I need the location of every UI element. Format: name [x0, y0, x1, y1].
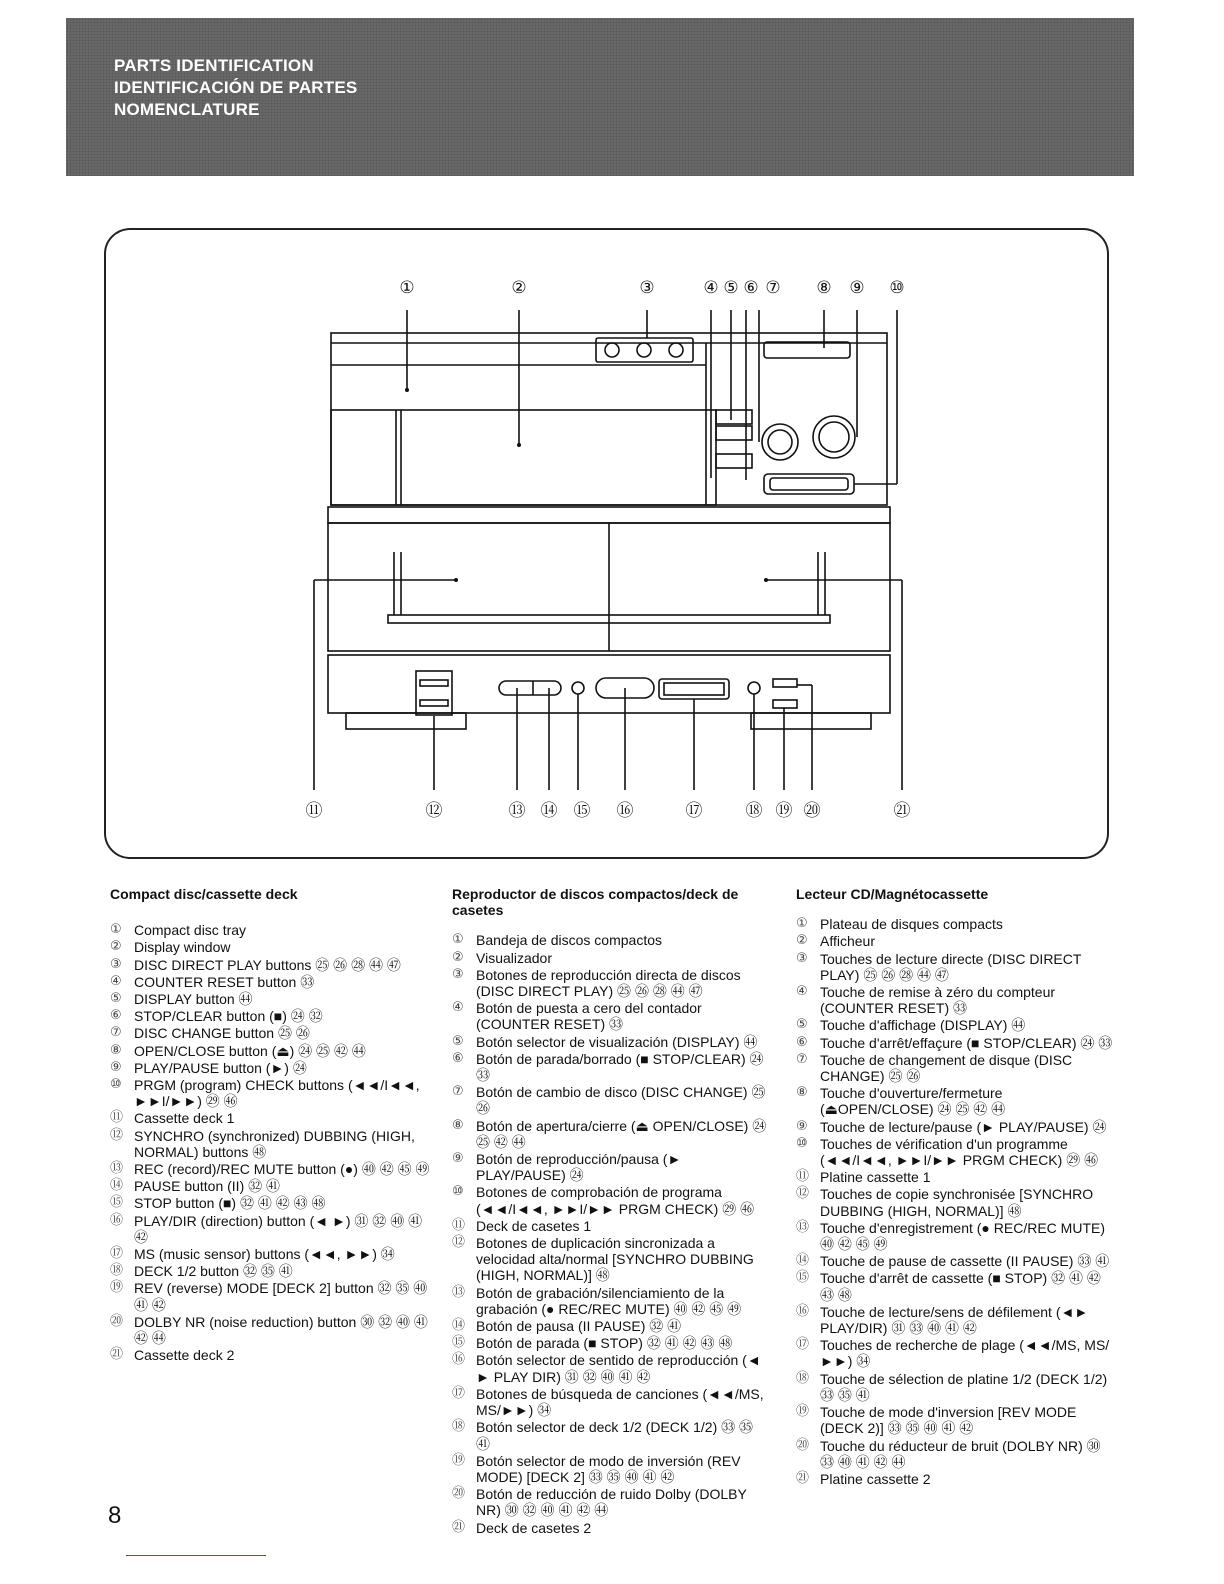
item-text: DOLBY NR (noise reduction) button ㉚ ㉜ ㊵ ㊶ ㊷ ㊹	[134, 1313, 428, 1347]
list-item	[452, 1486, 770, 1518]
list-item	[796, 1169, 1114, 1185]
item-number: ⑪	[796, 1169, 810, 1185]
callout-5: ⑤	[723, 278, 739, 298]
item-number: ③	[796, 950, 808, 966]
header-banner	[66, 18, 1134, 176]
list-item	[796, 1270, 1114, 1302]
item-text: STOP button (■) ㉜ ㊶ ㊷ ㊸ ㊽	[134, 1195, 326, 1212]
list-item	[452, 1218, 770, 1234]
footer-rule	[126, 1555, 266, 1556]
item-text: Touches de vérification d'un programme (◄◄/I◄◄, ►►I/►► PRGM CHECK) ㉙ ㊻	[820, 1135, 1099, 1169]
item-text: Touches de recherche de plage (◄◄/MS, MS/►►) ㉞	[820, 1337, 1110, 1370]
item-text: Botón de apertura/cierre (⏏ OPEN/CLOSE) ㉔ ㉕ ㊷ ㊹	[476, 1117, 767, 1150]
item-number: ⑯	[796, 1303, 810, 1319]
list-item	[452, 1000, 770, 1032]
list-item	[110, 1025, 432, 1041]
item-number: ⑲	[452, 1452, 466, 1468]
item-number: ㉑	[796, 1470, 810, 1486]
callout-7: ⑦	[765, 278, 781, 298]
item-number: ⑮	[452, 1335, 466, 1351]
item-number: ⑳	[452, 1486, 466, 1502]
rev-mode-button	[773, 679, 797, 687]
item-number: ⑧	[796, 1085, 808, 1101]
callout-2: ②	[511, 278, 527, 298]
list-item	[452, 967, 770, 999]
item-text: Touche de sélection de platine 1/2 (DECK 1/2) ㉝ ㉟ ㊶	[820, 1370, 1108, 1403]
open-close-buttons	[764, 342, 850, 358]
list-item	[796, 1337, 1114, 1369]
item-text: PLAY/DIR (direction) button (◄ ►) ㉛ ㉜ ㊵ ㊶ ㊷	[134, 1212, 423, 1245]
item-text: Touche de mode d'inversion [REV MODE (DECK 2)] ㉝ ㉟ ㊵ ㊶ ㊷	[820, 1404, 1077, 1437]
item-text: Platine cassette 1	[820, 1169, 931, 1186]
callout-16: ⑯	[616, 801, 634, 821]
item-text: Touche d'enregistrement (● REC/REC MUTE) ㊵ ㊷ ㊺ ㊾	[820, 1219, 1105, 1253]
item-text: Botón de cambio de disco (DISC CHANGE) ㉕ ㉖	[476, 1084, 766, 1117]
item-text: Botones de comprobación de programa (◄◄/I◄◄, ►►I/►► PRGM CHECK) ㉙ ㊻	[476, 1184, 755, 1217]
item-number: ⑱	[110, 1263, 124, 1279]
list-item	[110, 1195, 432, 1211]
item-text: SYNCHRO (synchronized) DUBBING (HIGH, NORMAL) buttons ㊽	[134, 1127, 415, 1160]
english-section-title: Compact disc/cassette deck	[110, 886, 298, 902]
list-item	[796, 1035, 1114, 1051]
callout-18: ⑱	[745, 801, 763, 821]
list-item	[452, 1051, 770, 1083]
list-item	[452, 1034, 770, 1050]
list-item	[796, 1438, 1114, 1470]
list-item	[796, 1017, 1114, 1033]
item-text: Display window	[134, 939, 231, 956]
item-number: ⑲	[796, 1404, 810, 1420]
item-number: ㉑	[110, 1347, 124, 1363]
list-item	[110, 1008, 432, 1024]
item-text: Cassette deck 2	[134, 1347, 235, 1364]
item-number: ⑰	[452, 1385, 466, 1401]
list-item	[110, 922, 432, 938]
list-item	[110, 939, 432, 955]
french-section-title: Lecteur CD/Magnétocassette	[796, 886, 989, 902]
item-text: REV (reverse) MODE [DECK 2] button ㉜ ㉟ ㊵ ㊶ ㊷	[134, 1280, 428, 1313]
list-item	[796, 1304, 1114, 1336]
list-item	[452, 1335, 770, 1351]
stop-button	[572, 682, 584, 694]
item-text: Botón de reducción de ruido Dolby (DOLBY NR) ㉚ ㉜ ㊵ ㊶ ㊷ ㊹	[476, 1486, 747, 1519]
item-number: ⑦	[452, 1084, 464, 1100]
list-item	[110, 1128, 432, 1160]
rec-pause-buttons	[499, 681, 561, 695]
item-number: ⑭	[796, 1253, 810, 1269]
spanish-column	[452, 886, 770, 1537]
item-text: Deck de casetes 1	[476, 1217, 592, 1234]
list-item	[796, 1404, 1114, 1436]
item-number: ⑭	[110, 1178, 124, 1194]
item-text: Botón de grabación/silenciamiento de la grabación (● REC/REC MUTE) ㊵ ㊷ ㊺ ㊾	[476, 1284, 742, 1317]
list-item	[796, 1186, 1114, 1218]
item-number: ⑱	[796, 1370, 810, 1386]
item-number: ⑯	[110, 1212, 124, 1228]
device-illustration-frame	[104, 228, 1109, 859]
spanish-section-title: Reproductor de discos compactos/deck de casetes	[452, 886, 739, 919]
callout-14: ⑭	[540, 801, 558, 821]
dolby-nr-button	[773, 700, 797, 708]
item-text: Plateau de disques compacts	[820, 916, 1003, 933]
item-number: ②	[796, 933, 808, 949]
item-number: ④	[796, 984, 808, 1000]
item-number: ①	[796, 916, 808, 932]
item-text: Platine cassette 2	[820, 1470, 931, 1487]
item-number: ⑳	[110, 1313, 124, 1329]
device-illustration	[106, 230, 1107, 857]
english-parts-list	[110, 922, 432, 1363]
heading-english: PARTS IDENTIFICATION	[114, 56, 314, 75]
list-item	[452, 1318, 770, 1334]
callout-11: ⑪	[305, 801, 323, 821]
item-text: Touche d'affichage (DISPLAY) ㊹	[820, 1017, 1026, 1034]
callout-10: ⑩	[889, 278, 905, 298]
list-item	[796, 1371, 1114, 1403]
item-number: ⑩	[796, 1135, 808, 1151]
item-text: DECK 1/2 button ㉜ ㉟ ㊶	[134, 1263, 293, 1280]
item-text: Botón de parada/borrado (■ STOP/CLEAR) ㉔ ㉝	[476, 1050, 764, 1084]
item-number: ⑱	[452, 1419, 466, 1435]
list-item	[110, 1280, 432, 1312]
callout-3: ③	[639, 278, 655, 298]
item-text: Botón selector de modo de inversión (REV MODE) [DECK 2] ㉝ ㉟ ㊵ ㊶ ㊷	[476, 1452, 741, 1485]
item-text: Botón de pausa (II PAUSE) ㉜ ㊶	[476, 1318, 682, 1335]
item-number: ⑲	[110, 1280, 124, 1296]
list-item	[452, 1419, 770, 1451]
list-item	[452, 1151, 770, 1183]
list-item	[796, 1136, 1114, 1168]
item-number: ⑨	[110, 1059, 122, 1075]
item-number: ⑧	[452, 1117, 464, 1133]
item-text: Compact disc tray	[134, 922, 247, 939]
lower-control-panel	[328, 655, 890, 713]
list-item	[796, 984, 1114, 1016]
disc-direct-play-button-3	[669, 343, 683, 357]
list-item	[110, 1077, 432, 1109]
list-item	[796, 1119, 1114, 1135]
item-text: DISC CHANGE button ㉕ ㉖	[134, 1025, 310, 1042]
item-number: ③	[110, 956, 122, 972]
callout-17: ⑰	[685, 801, 703, 821]
item-text: REC (record)/REC MUTE button (●) ㊵ ㊷ ㊺ ㊾	[134, 1161, 430, 1178]
list-item	[110, 957, 432, 973]
item-number: ㉑	[452, 1519, 466, 1535]
item-text: Bandeja de discos compactos	[476, 932, 662, 949]
page-number: 8	[108, 1502, 122, 1529]
item-text: Botón selector de deck 1/2 (DECK 1/2) ㉝ ㉟ ㊶	[476, 1419, 754, 1452]
item-text: Cassette deck 1	[134, 1110, 235, 1127]
list-item	[452, 1453, 770, 1485]
callout-12: ⑫	[425, 801, 443, 821]
item-number: ⑮	[110, 1195, 124, 1211]
callout-8: ⑧	[816, 278, 832, 298]
item-number: ⑥	[796, 1034, 808, 1050]
item-number: ⑮	[796, 1270, 810, 1286]
item-text: Botón de puesta a cero del contador (COUNTER RESET) ㉝	[476, 1000, 702, 1033]
callout-19: ⑲	[775, 801, 793, 821]
item-text: Touche de remise à zéro du compteur (COUNTER RESET) ㉝	[820, 984, 1056, 1017]
heading-french: NOMENCLATURE	[114, 100, 260, 119]
item-number: ①	[452, 932, 464, 948]
item-number: ⑤	[110, 991, 122, 1007]
deck-1-2-button	[748, 682, 760, 694]
list-item	[110, 1314, 432, 1346]
french-column	[796, 886, 1114, 1488]
list-item	[110, 1347, 432, 1363]
item-text: Afficheur	[820, 933, 875, 950]
item-text: Botones de reproducción directa de discos (DISC DIRECT PLAY) ㉕ ㉖ ㉘ ㊹ ㊼	[476, 966, 741, 1000]
item-number: ⑨	[452, 1151, 464, 1167]
item-number: ⑤	[452, 1033, 464, 1049]
item-number: ⑥	[452, 1050, 464, 1066]
item-number: ⑫	[110, 1127, 124, 1143]
item-number: ⑰	[796, 1337, 810, 1353]
prgm-check-buttons	[764, 474, 854, 494]
list-item	[796, 1471, 1114, 1487]
item-number: ⑦	[796, 1051, 808, 1067]
list-item	[452, 932, 770, 948]
list-item	[452, 1235, 770, 1284]
item-text: Botones de búsqueda de canciones (◄◄/MS, MS/►►) ㉞	[476, 1385, 764, 1419]
item-text: Touche de changement de disque (DISC CHANGE) ㉕ ㉖	[820, 1051, 1073, 1085]
list-item	[452, 1118, 770, 1150]
list-item	[110, 1246, 432, 1262]
item-number: ②	[452, 949, 464, 965]
item-text: Touche de lecture/pause (► PLAY/PAUSE) ㉔	[820, 1118, 1107, 1135]
item-text: STOP/CLEAR button (■) ㉔ ㉜	[134, 1008, 323, 1025]
heading-spanish: IDENTIFICACIÓN DE PARTES	[114, 78, 358, 97]
list-item	[452, 950, 770, 966]
item-number: ⑬	[452, 1284, 466, 1300]
list-item	[796, 916, 1114, 932]
item-text: Touche du réducteur de bruit (DOLBY NR) ㉚ ㉝ ㊵ ㊶ ㊷ ㊹	[820, 1437, 1101, 1470]
item-text: Touches de copie synchronisée [SYNCHRO DUBBING (HIGH, NORMAL)] ㊽	[820, 1186, 1094, 1219]
item-text: Botones de duplicación sincronizada a velocidad alta/normal [SYNCHRO DUBBING (HIGH, NORMAL)] ㊽	[476, 1235, 754, 1284]
list-item	[110, 1178, 432, 1194]
item-text: Botón de parada (■ STOP) ㉜ ㊶ ㊷ ㊸ ㊽	[476, 1335, 733, 1352]
item-number: ⑬	[110, 1161, 124, 1177]
list-item	[110, 991, 432, 1007]
item-text: Botón selector de sentido de reproducción (◄ ► PLAY DIR) ㉛ ㉜ ㊵ ㊶ ㊷	[476, 1352, 761, 1385]
list-item	[110, 1213, 432, 1245]
item-number: ⑪	[452, 1217, 466, 1233]
item-number: ⑧	[110, 1042, 122, 1058]
item-text: Botón de reproducción/pausa (► PLAY/PAUSE) ㉔	[476, 1151, 682, 1184]
item-text: Botón selector de visualización (DISPLAY) ㊹	[476, 1033, 758, 1050]
item-number: ⑳	[796, 1437, 810, 1453]
list-item	[110, 1161, 432, 1177]
disc-direct-play-button-1	[605, 343, 619, 357]
item-number: ⑪	[110, 1110, 124, 1126]
callout-13: ⑬	[508, 801, 526, 821]
list-item	[796, 1220, 1114, 1252]
callout-4: ④	[703, 278, 719, 298]
item-number: ⑫	[452, 1235, 466, 1251]
list-item	[452, 1520, 770, 1536]
item-text: DISC DIRECT PLAY buttons ㉕ ㉖ ㉘ ㊹ ㊼	[134, 956, 401, 973]
list-item	[452, 1285, 770, 1317]
english-column	[110, 886, 432, 1364]
item-number: ⑩	[452, 1184, 464, 1200]
item-text: PAUSE button (II) ㉜ ㊶	[134, 1178, 281, 1195]
list-item	[796, 951, 1114, 983]
item-text: OPEN/CLOSE button (⏏) ㉔ ㉕ ㊷ ㊹	[134, 1042, 366, 1059]
item-text: Touches de lecture directe (DISC DIRECT PLAY) ㉕ ㉖ ㉘ ㊹ ㊼	[820, 950, 1082, 983]
item-number: ⑰	[110, 1246, 124, 1262]
item-text: Touche d'arrêt de cassette (■ STOP) ㉜ ㊶ ㊷ ㊸ ㊽	[820, 1270, 1101, 1303]
item-number: ③	[452, 966, 464, 982]
item-text: MS (music sensor) buttons (◄◄, ►►) ㉞	[134, 1246, 395, 1263]
french-parts-list	[796, 916, 1114, 1487]
item-number: ②	[110, 939, 122, 955]
synchro-dubbing-buttons	[416, 671, 452, 715]
item-number: ⑤	[796, 1017, 808, 1033]
item-text: Deck de casetes 2	[476, 1519, 592, 1536]
item-text: Visualizador	[476, 949, 553, 966]
list-item	[110, 1043, 432, 1059]
callout-1: ①	[399, 278, 415, 298]
list-item	[452, 1184, 770, 1216]
list-item	[110, 1263, 432, 1279]
item-text: Touche d'ouverture/fermeture (⏏OPEN/CLOSE) ㉔ ㉕ ㊷ ㊹	[820, 1085, 1006, 1118]
callout-9: ⑨	[849, 278, 865, 298]
callout-20: ⑳	[803, 801, 821, 821]
callout-6: ⑥	[743, 278, 759, 298]
disc-direct-play-button-2	[637, 343, 651, 357]
item-number: ⑬	[796, 1219, 810, 1235]
spanish-parts-list	[452, 932, 770, 1535]
list-item	[452, 1352, 770, 1384]
callout-21: ㉑	[893, 801, 911, 821]
list-item	[796, 1052, 1114, 1084]
item-number: ⑥	[110, 1008, 122, 1024]
item-number: ④	[110, 973, 122, 989]
item-number: ⑩	[110, 1077, 122, 1093]
item-number: ⑨	[796, 1118, 808, 1134]
item-number: ④	[452, 1000, 464, 1016]
list-item	[452, 1084, 770, 1116]
item-number: ⑦	[110, 1025, 122, 1041]
list-item	[452, 1386, 770, 1418]
list-item	[796, 1085, 1114, 1117]
list-item	[110, 1110, 432, 1126]
item-number: ⑫	[796, 1186, 810, 1202]
ms-buttons	[659, 679, 729, 699]
item-text: Touche de lecture/sens de défilement (◄► PLAY/DIR) ㉛ ㉝ ㊵ ㊶ ㊷	[820, 1303, 1089, 1337]
item-number: ①	[110, 922, 122, 938]
item-text: COUNTER RESET button ㉝	[134, 973, 315, 990]
item-number: ⑯	[452, 1352, 466, 1368]
item-text: Touche de pause de cassette (II PAUSE) ㉝ ㊶	[820, 1253, 1110, 1270]
item-text: PLAY/PAUSE button (►) ㉔	[134, 1059, 307, 1076]
list-item	[110, 1060, 432, 1076]
list-item	[110, 974, 432, 990]
item-text: Touche d'arrêt/effaçure (■ STOP/CLEAR) ㉔ ㉝	[820, 1034, 1113, 1051]
list-item	[796, 1253, 1114, 1269]
item-text: DISPLAY button ㊹	[134, 991, 253, 1008]
item-text: PRGM (program) CHECK buttons (◄◄/I◄◄, ►►I/►►) ㉙ ㊻	[134, 1077, 420, 1110]
item-number: ⑭	[452, 1318, 466, 1334]
callout-15: ⑮	[573, 801, 591, 821]
list-item	[796, 933, 1114, 949]
